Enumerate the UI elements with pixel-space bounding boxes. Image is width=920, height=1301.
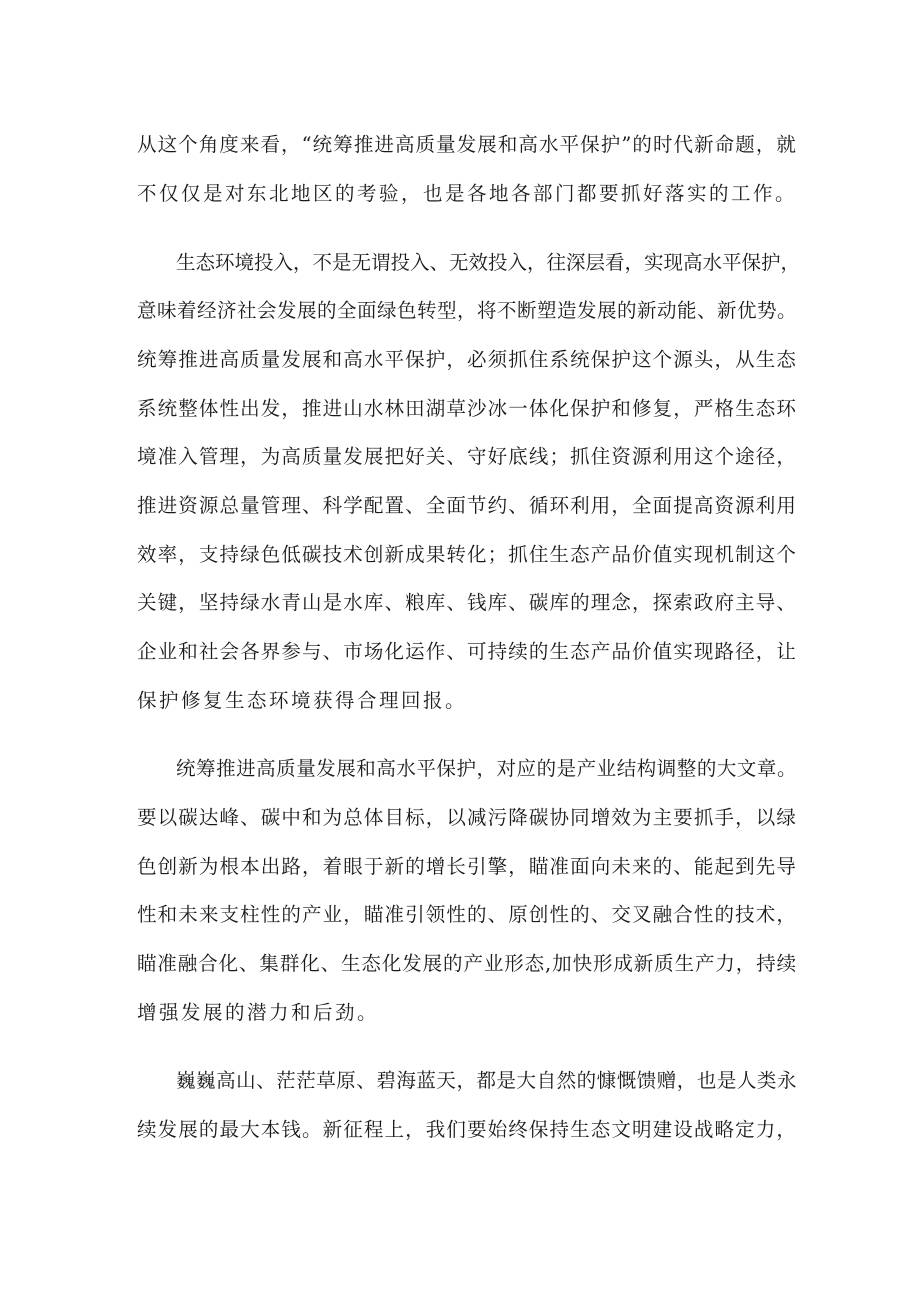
text-line: 不仅仅是对东北地区的考验，也是各地各部门都要抓好落实的工作。 <box>137 182 797 205</box>
text-line: 境准入管理，为高质量发展把好关、守好底线；抓住资源利用这个途径， <box>137 445 797 468</box>
text-line: 要以碳达峰、碳中和为总体目标，以减污降碳协同增效为主要抓手，以绿 <box>137 806 797 829</box>
text-line: 性和未来支柱性的产业，瞄准引领性的、原创性的、交叉融合性的技术， <box>137 903 797 926</box>
text-line: 巍巍高山、茫茫草原、碧海蓝天，都是大自然的慷慨馈赠，也是人类永 <box>176 1069 797 1092</box>
text-line: 企业和社会各界参与、市场化运作、可持续的生态产品价值实现路径，让 <box>137 640 797 663</box>
text-line: 从这个角度来看，“统筹推进高质量发展和高水平保护”的时代新命题，就 <box>137 133 797 156</box>
text-line: 续发展的最大本钱。新征程上，我们要始终保持生态文明建设战略定力， <box>137 1118 797 1141</box>
text-line: 增强发展的潜力和后劲。 <box>137 1001 380 1024</box>
text-line: 色创新为根本出路，着眼于新的增长引擎，瞄准面向未来的、能起到先导 <box>137 855 797 878</box>
text-line: 统筹推进高质量发展和高水平保护，必须抓住系统保护这个源头，从生态 <box>137 348 797 371</box>
text-line: 生态环境投入，不是无谓投入、无效投入，往深层看，实现高水平保护， <box>176 251 801 274</box>
text-line: 保护修复生态环境获得合理回报。 <box>137 689 468 712</box>
text-line: 效率，支持绿色低碳技术创新成果转化；抓住生态产品价值实现机制这个 <box>137 543 797 566</box>
text-line: 统筹推进高质量发展和高水平保护，对应的是产业结构调整的大文章。 <box>176 757 797 780</box>
text-line: 关键，坚持绿水青山是水库、粮库、钱库、碳库的理念，探索政府主导、 <box>137 591 797 614</box>
text-line: 推进资源总量管理、科学配置、全面节约、循环利用，全面提高资源利用 <box>137 494 797 517</box>
text-line: 意味着经济社会发展的全面绿色转型，将不断塑造发展的新动能、新优势。 <box>137 299 797 322</box>
text-line: 瞄准融合化、集群化、生态化发展的产业形态,加快形成新质生产力，持续 <box>137 952 797 975</box>
text-line: 系统整体性出发，推进山水林田湖草沙冰一体化保护和修复，严格生态环 <box>137 397 797 420</box>
